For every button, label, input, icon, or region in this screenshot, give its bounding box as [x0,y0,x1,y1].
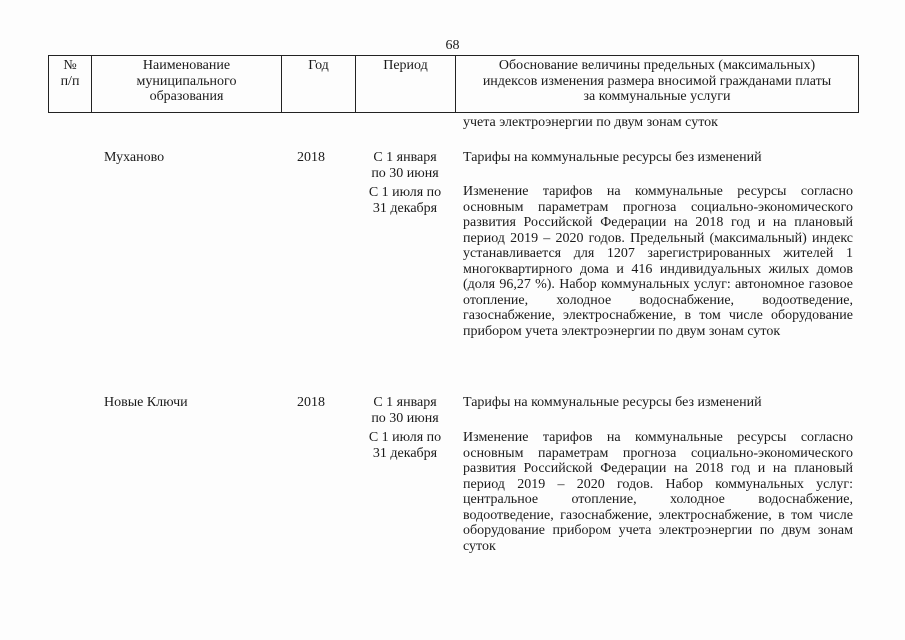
header-top-border [48,55,859,56]
row-basis-2: Изменение тарифов на коммунальные ресурсы согласно основным параметрам прогноза социально-экономического развития Российской Федерации на 2018 год и на плановый период 2019 – 2020 годов. Предельный (максимальный) индекс устанавливается для 1207 зарегистрированных жителей 1 многоквартирного дома и 416 индивидуальных жилых домов (доля 96,27 %). Набор коммунальных услуг: автономное газовое отопление, холодное водоснабжение, водоотведение, газоснабжение, электроснабжение, в том числе оборудование прибором учета электроэнергии по двум зонам суток [463,184,853,339]
header-name-line-2: муниципального [136,73,237,89]
row-period-1-line-2: по 30 июня [371,165,439,181]
row-year: 2018 [297,395,325,410]
row-basis-2: Изменение тарифов на коммунальные ресурсы согласно основным параметрам прогноза социально-экономического развития Российской Федерации на 2018 год и на плановый период 2019 – 2020 годов. Набор коммунальных услуг: центральное отопление, холодное водоснабжение, водоотведение, газоснабжение, электроснабжение, в том числе оборудование прибором учета электроэнергии по двум зонам суток [463,430,853,554]
row-period-1-line-2: по 30 июня [371,410,439,426]
row-period-2 [360,430,450,461]
row-period-1 [360,150,450,181]
continued-text: учета электроэнергии по двум зонам суток [463,115,718,130]
header-name-line-3: образования [149,89,224,104]
row-name: Новые Ключи [104,395,188,410]
row-year: 2018 [297,150,325,165]
header-period: Период [383,58,428,73]
header-bottom-border [48,112,859,113]
page-number: 68 [445,38,460,53]
row-period-2-line-1: С 1 июля по [368,430,442,445]
row-period-1-line-1: С 1 января [373,395,437,410]
header-name-line-1: Наименование [142,58,231,73]
header-num [49,58,91,89]
row-name: Муханово [104,150,165,165]
header-name [92,58,281,105]
row-basis-1: Тарифы на коммунальные ресурсы без изменений [463,150,762,165]
header-basis-line-3: за коммунальные услуги [583,89,731,104]
row-period-1-line-1: С 1 января [373,150,437,165]
header-num-line-1: № [63,58,77,73]
header-col-border [858,55,859,113]
header-basis-line-2: индексов изменения размера вносимой гражданами платы [482,73,832,89]
header-num-line-2: п/п [60,73,80,89]
header-year: Год [308,58,329,73]
header-basis [456,58,858,105]
row-basis-1: Тарифы на коммунальные ресурсы без изменений [463,395,762,410]
row-period-2-line-2: 31 декабря [372,200,438,216]
row-period-1 [360,395,450,426]
row-period-2 [360,185,450,216]
row-period-2-line-1: С 1 июля по [368,185,442,200]
row-period-2-line-2: 31 декабря [372,445,438,461]
header-basis-line-1: Обоснование величины предельных (максимальных) [498,58,816,73]
